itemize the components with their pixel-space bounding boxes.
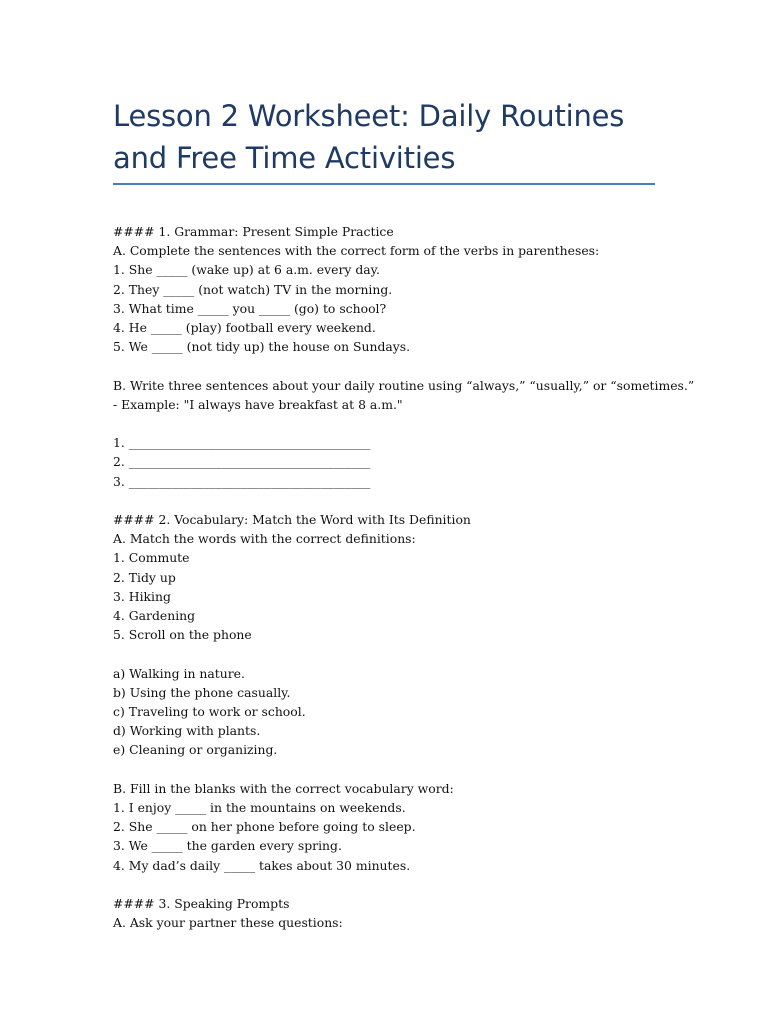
exercise-item: 3. We _____ the garden every spring. [113, 838, 342, 854]
definition-item: c) Traveling to work or school. [113, 704, 306, 720]
section-fill-blanks [113, 779, 658, 875]
worksheet-page [113, 0, 695, 932]
answer-line: 1. _______________________________________ [113, 435, 371, 451]
exercise-item: 1. I enjoy _____ in the mountains on weekends. [113, 800, 406, 816]
spacer [113, 644, 658, 663]
spacer [113, 875, 658, 894]
exercise-item: 4. He _____ (play) football every weekend. [113, 320, 376, 336]
section-write-sentences [113, 376, 695, 414]
definition-item: a) Walking in nature. [113, 665, 245, 681]
page-title: Lesson 2 Worksheet: Daily Routines and Free Time Activities [113, 99, 625, 175]
section-heading: #### 1. Grammar: Present Simple Practice [113, 224, 394, 239]
spacer [113, 491, 658, 510]
title-underline [113, 183, 655, 185]
answer-lines [113, 433, 658, 491]
section-grammar [113, 222, 658, 356]
definition-item: e) Cleaning or organizing. [113, 742, 278, 758]
exercise-item: 5. We _____ (not tidy up) the house on Sundays. [113, 339, 411, 355]
vocab-word: 5. Scroll on the phone [113, 627, 252, 643]
spacer [113, 414, 658, 433]
exercise-item: 2. They _____ (not watch) TV in the morning. [113, 281, 393, 297]
spacer [113, 760, 658, 779]
instruction: B. Fill in the blanks with the correct vocabulary word: [113, 780, 454, 796]
exercise-item: 3. What time _____ you _____ (go) to school? [113, 300, 387, 316]
vocab-word: 1. Commute [113, 550, 190, 566]
instruction: A. Complete the sentences with the correct form of the verbs in parentheses: [113, 243, 600, 259]
definition-item: d) Working with plants. [113, 723, 261, 739]
answer-line: 2. _______________________________________ [113, 454, 371, 470]
vocab-word: 2. Tidy up [113, 569, 176, 585]
vocab-word: 4. Gardening [113, 608, 196, 624]
definition-item: b) Using the phone casually. [113, 684, 291, 700]
instruction: A. Ask your partner these questions: [113, 915, 343, 931]
exercise-item: 1. She _____ (wake up) at 6 a.m. every day. [113, 262, 380, 278]
section-speaking [113, 894, 658, 932]
exercise-item: 2. She _____ on her phone before going to sleep. [113, 819, 416, 835]
vocab-word: 3. Hiking [113, 588, 171, 604]
example-line: - Example: "I always have breakfast at 8 a.m." [113, 396, 403, 412]
worksheet-body [113, 222, 695, 932]
section-definitions [113, 664, 658, 760]
exercise-item: 4. My dad’s daily _____ takes about 30 minutes. [113, 857, 411, 873]
section-vocabulary [113, 510, 658, 644]
instruction: B. Write three sentences about your daily routine using “always,” “usually,” or “sometimes.” [113, 377, 695, 393]
section-heading: #### 2. Vocabulary: Match the Word with Its Definition [113, 512, 471, 527]
instruction: A. Match the words with the correct definitions: [113, 531, 416, 547]
section-heading: #### 3. Speaking Prompts [113, 896, 290, 912]
spacer [113, 356, 658, 375]
answer-line: 3. _______________________________________ [113, 473, 371, 489]
